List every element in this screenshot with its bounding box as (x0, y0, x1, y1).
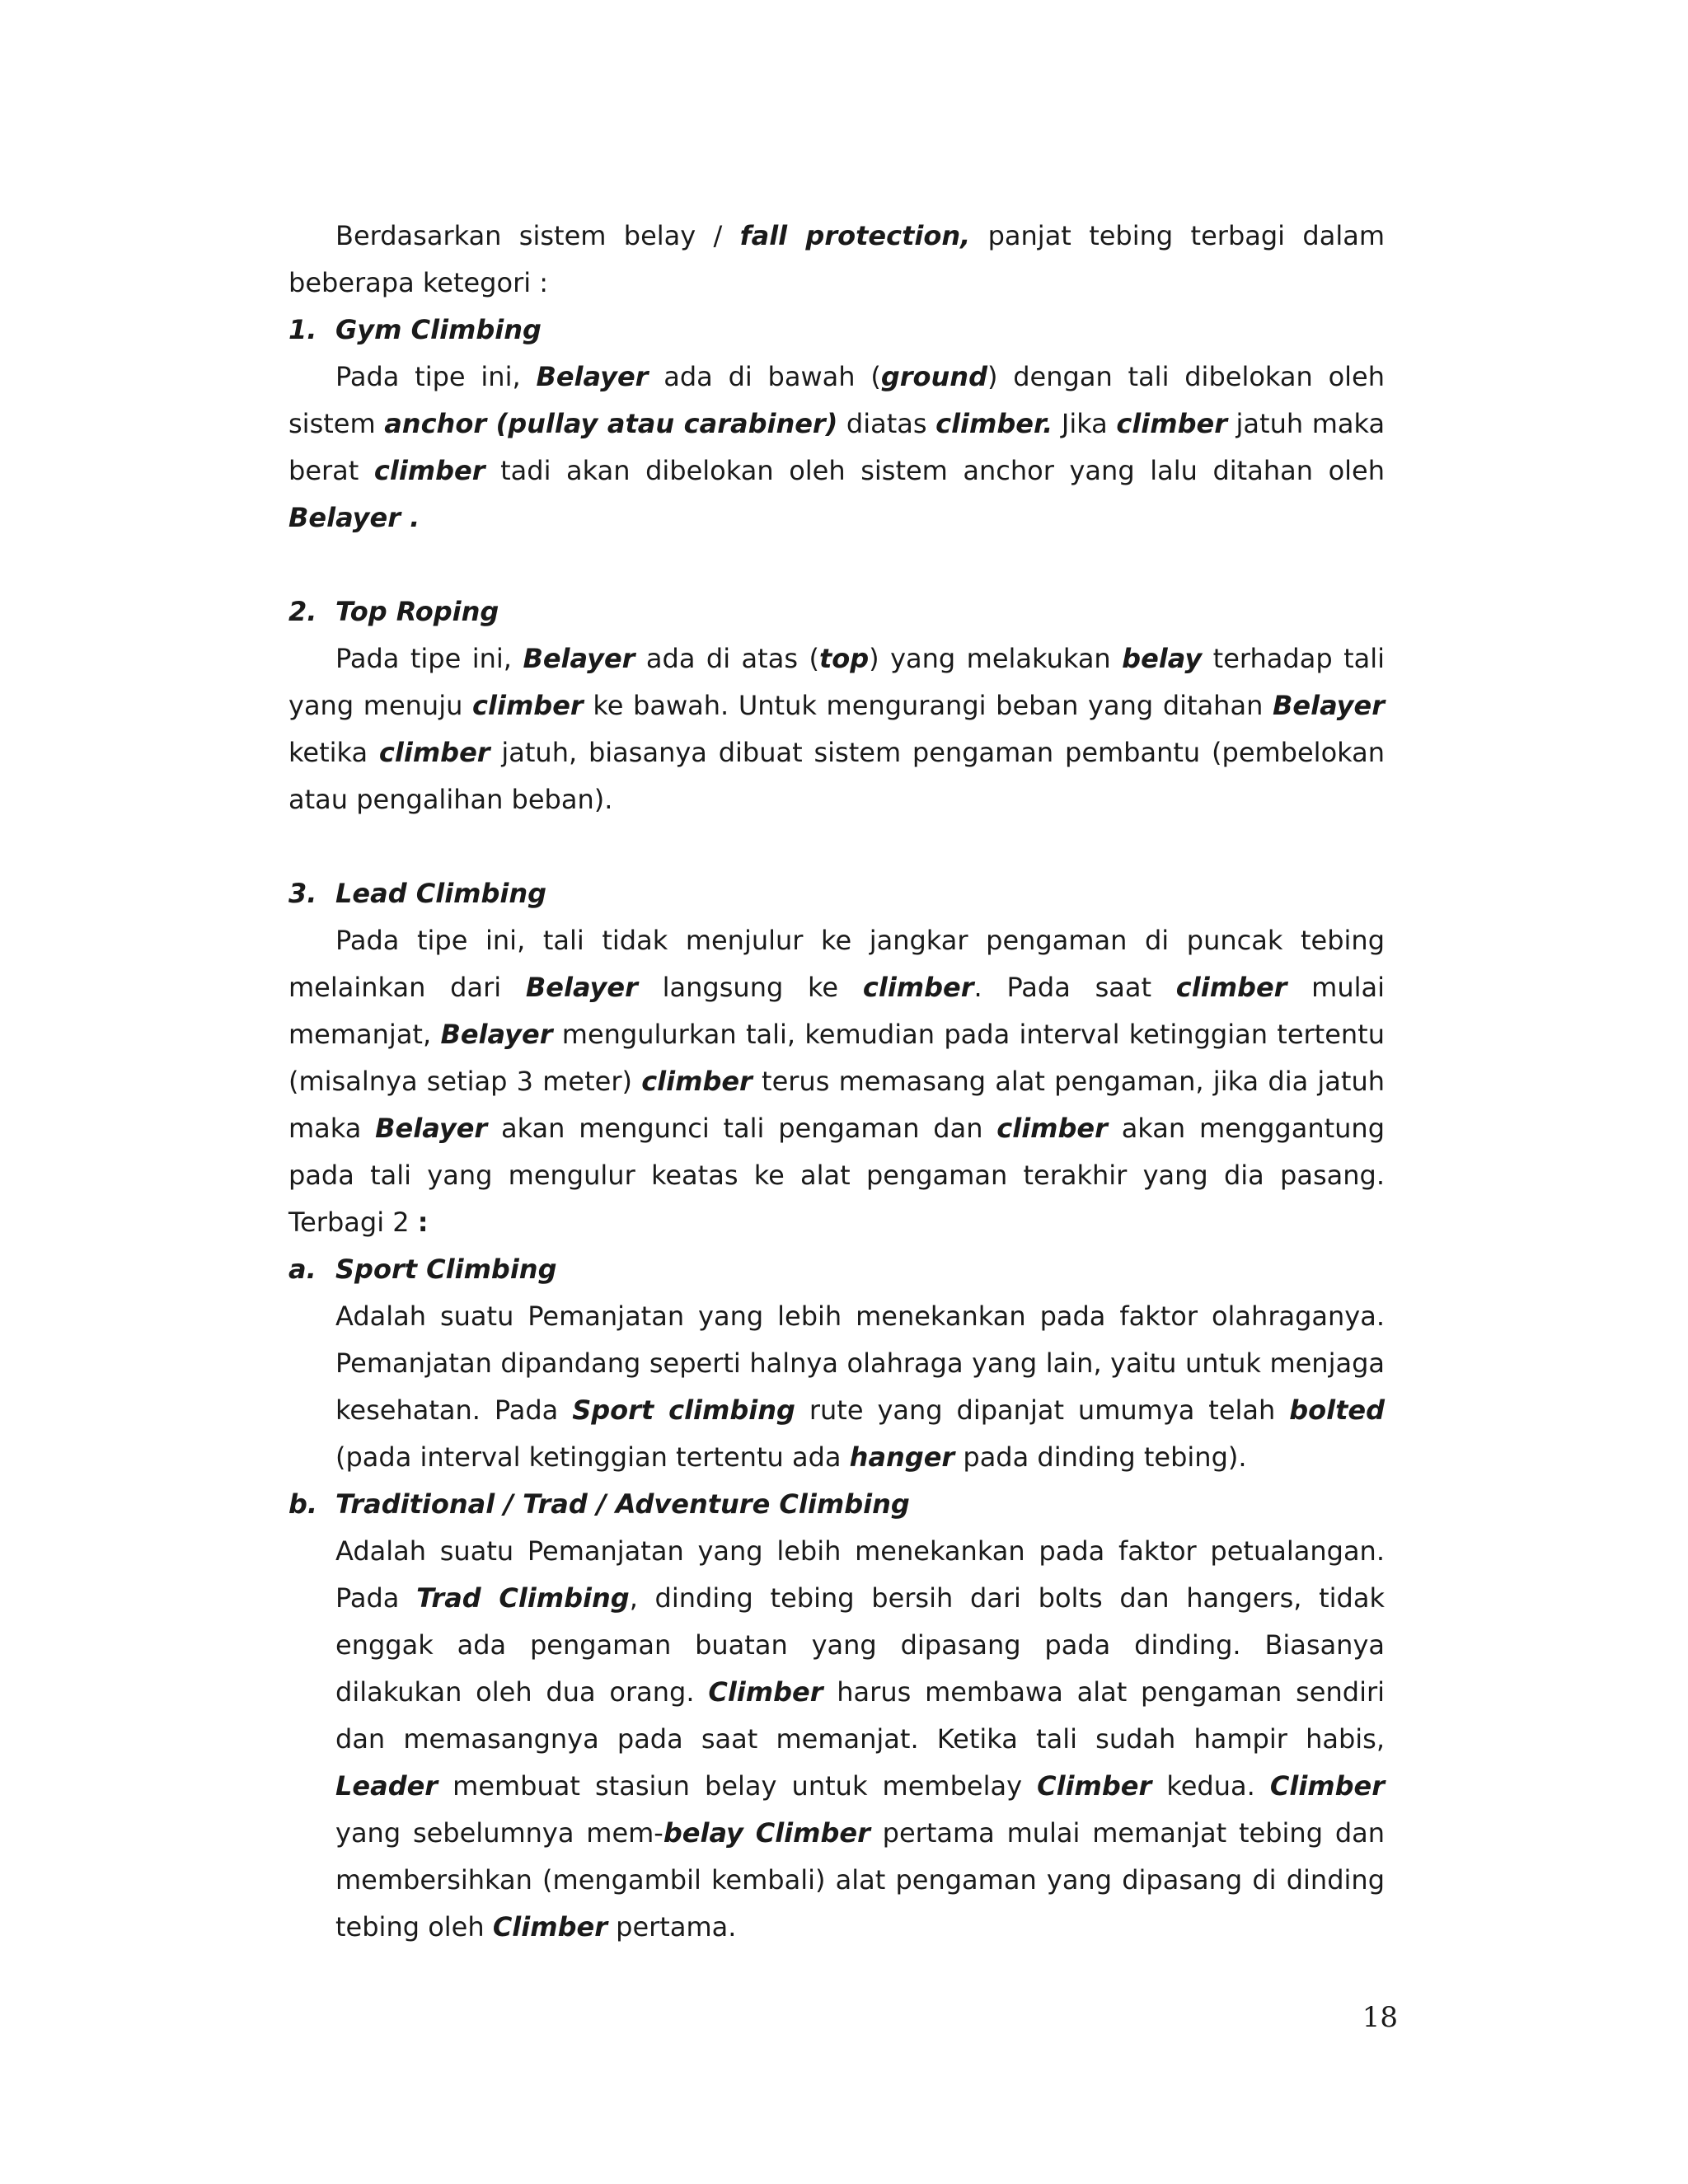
trad-climbing-paragraph (335, 1528, 1385, 1951)
text: Jika (1053, 408, 1117, 439)
text: jatuh, biasanya dibuat sistem pengaman pembantu (pembelokan atau pengalihan beban). (288, 737, 1386, 815)
emphasis: climber (996, 1113, 1108, 1144)
emphasis: Climber (492, 1911, 607, 1943)
text: ke bawah. Untuk mengurangi beban yang ditahan (583, 690, 1273, 721)
emphasis: Climber (1269, 1770, 1386, 1802)
emphasis: Belayer (536, 361, 649, 392)
sport-climbing-block (288, 1293, 1385, 1481)
text: Adalah suatu Pemanjatan yang lebih menekankan pada faktor olahraganya. Pemanjatan dipandang seperti halnya olahraga yang lain, yaitu untuk menjaga kesehatan. Pada (335, 1301, 1385, 1426)
emphasis: climber (862, 972, 974, 1003)
text: rute yang dipanjat umumya telah (795, 1394, 1290, 1426)
emphasis: ground (880, 361, 987, 392)
text: jatuh maka berat (288, 408, 1386, 486)
emphasis: climber (641, 1066, 753, 1097)
text: harus membawa alat pengaman sendiri dan memasangnya pada saat memanjat. Ketika tali sudah hampir habis, (335, 1676, 1386, 1755)
page-number: 18 (1362, 2001, 1398, 2034)
text: ) yang melakukan (869, 643, 1123, 674)
page-content (288, 213, 1385, 1951)
emphasis: climber (1175, 972, 1287, 1003)
section-title: Top Roping (335, 596, 499, 627)
text: . Pada saat (973, 972, 1176, 1003)
sport-climbing-paragraph (335, 1293, 1385, 1481)
emphasis: hanger (849, 1441, 955, 1473)
text: , dinding tebing bersih dari bolts dan hangers, tidak enggak ada pengaman buatan yang dipasang pada dinding. Biasanya dilakukan oleh dua orang. (335, 1582, 1386, 1708)
gym-climbing-paragraph (288, 354, 1385, 541)
emphasis: climber. (935, 408, 1053, 439)
emphasis: top (818, 643, 870, 674)
subsection-letter: b. (288, 1488, 318, 1520)
emphasis: Belayer (523, 643, 635, 674)
text: Pada tipe ini, (335, 361, 537, 392)
emphasis: Belayer (1273, 690, 1386, 721)
subsection-letter: a. (288, 1254, 316, 1285)
emphasis: Belayer (375, 1113, 488, 1144)
text: mulai memanjat, (288, 972, 1386, 1050)
emphasis: Sport climbing (572, 1394, 795, 1426)
trad-climbing-block (288, 1528, 1385, 1951)
text: akan menggantung pada tali yang mengulur keatas ke alat pengaman terakhir yang dia pasang. Terbagi 2 (288, 1113, 1386, 1238)
intro-text: Berdasarkan sistem belay / (335, 220, 740, 251)
spacer (288, 823, 1385, 870)
text: mengulurkan tali, kemudian pada interval ketinggian tertentu (misalnya setiap 3 meter) (288, 1019, 1386, 1097)
text: ) dengan tali dibelokan oleh sistem (288, 361, 1386, 439)
section-number: 1. (288, 314, 317, 345)
text: terus memasang alat pengaman, jika dia jatuh maka (288, 1066, 1386, 1144)
text: pertama mulai memanjat tebing dan membersihkan (mengambil kembali) alat pengaman yang dipasang di dinding tebing oleh (335, 1817, 1386, 1943)
emphasis: Belayer (525, 972, 638, 1003)
text: pada dinding tebing). (954, 1441, 1247, 1473)
text: Pada tipe ini, (335, 643, 523, 674)
emphasis: Belayer (440, 1019, 553, 1050)
text: yang sebelumnya mem- (335, 1817, 663, 1849)
spacer (288, 541, 1385, 588)
emphasis: Trad Climbing (416, 1582, 630, 1614)
text: (pada interval ketinggian tertentu ada (335, 1441, 850, 1473)
emphasis: Climber (1037, 1770, 1152, 1802)
top-roping-paragraph (288, 635, 1385, 823)
text: tadi akan dibelokan oleh sistem anchor yang lalu ditahan oleh (485, 455, 1386, 486)
emphasis: Climber (755, 1817, 870, 1849)
text: terhadap tali yang menuju (288, 643, 1386, 721)
subsection-title: Sport Climbing (335, 1254, 557, 1285)
emphasis: climber (373, 455, 485, 486)
section-heading-gym-climbing (288, 307, 1385, 354)
text: Adalah suatu Pemanjatan yang lebih menekankan pada faktor petualangan. Pada (335, 1535, 1385, 1614)
emphasis: bolted (1289, 1394, 1386, 1426)
emphasis: : (417, 1207, 429, 1238)
section-title: Gym Climbing (335, 314, 542, 345)
emphasis: belay (663, 1817, 743, 1849)
lead-climbing-paragraph (288, 917, 1385, 1246)
section-heading-top-roping (288, 588, 1385, 635)
emphasis: anchor (pullay atau carabiner) (384, 408, 838, 439)
subsection-heading-sport-climbing (288, 1246, 1385, 1293)
section-number: 2. (288, 596, 317, 627)
text: langsung ke (637, 972, 863, 1003)
subsection-title: Traditional / Trad / Adventure Climbing (335, 1488, 910, 1520)
intro-emphasis: fall protection, (739, 220, 971, 251)
text: ketika (288, 737, 379, 768)
text: akan mengunci tali pengaman dan (487, 1113, 997, 1144)
section-heading-lead-climbing (288, 870, 1385, 917)
subsection-heading-trad-climbing (288, 1481, 1385, 1528)
emphasis: climber (472, 690, 584, 721)
text: ada di bawah ( (648, 361, 881, 392)
emphasis: climber (1116, 408, 1227, 439)
section-number: 3. (288, 878, 317, 909)
intro-text-end: panjat tebing terbagi dalam beberapa ketegori : (288, 220, 1386, 298)
text: kedua. (1151, 1770, 1270, 1802)
text: Pada tipe ini, tali tidak menjulur ke jangkar pengaman di puncak tebing melainkan dari (288, 925, 1385, 1003)
emphasis: Leader (335, 1770, 438, 1802)
emphasis: climber (378, 737, 490, 768)
emphasis: belay (1122, 643, 1203, 674)
emphasis: Climber (708, 1676, 823, 1708)
section-title: Lead Climbing (335, 878, 547, 909)
emphasis: Belayer . (288, 502, 420, 533)
text (743, 1817, 756, 1849)
text: membuat stasiun belay untuk membelay (438, 1770, 1038, 1802)
text: diatas (837, 408, 936, 439)
intro-paragraph (288, 213, 1385, 307)
text: ada di atas ( (635, 643, 819, 674)
text: pertama. (607, 1911, 737, 1943)
